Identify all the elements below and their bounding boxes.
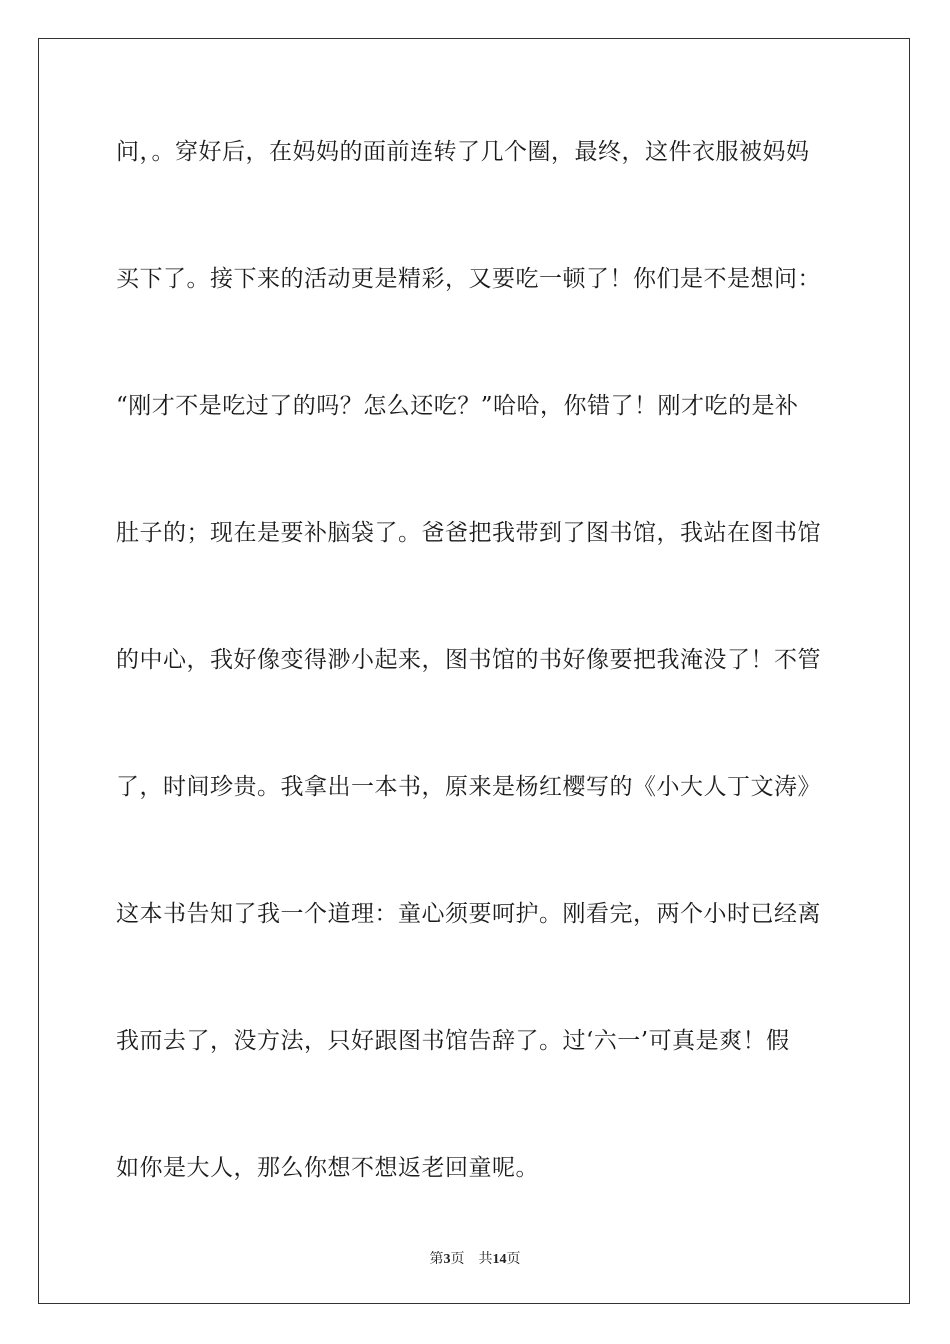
page-footer [0,1248,950,1268]
text-line: 的中心，我好像变得渺小起来，图书馆的书好像要把我淹没了！不管 [116,647,821,673]
page-number: 3 [443,1252,451,1267]
text-line: 我而去了，没方法，只好跟图书馆告辞了。过‘六一’可真是爽！假 [116,1028,790,1054]
text-line: 这本书告知了我一个道理：童心须要呵护。刚看完，两个小时已经离 [116,901,821,927]
document-body [116,130,836,1273]
text-line: “刚才不是吃过了的吗？怎么还吃？”哈哈，你错了！刚才吃的是补 [116,393,799,419]
text-line: 买下了。接下来的活动更是精彩，又要吃一顿了！你们是不是想问： [116,266,821,292]
total-pages: 14 [492,1252,507,1267]
text-line: 如你是大人，那么你想不想返老回童呢。 [116,1155,539,1181]
total-pages-prefix: 共 [478,1251,493,1267]
total-pages-suffix: 页 [506,1251,521,1267]
text-line: 了，时间珍贵。我拿出一本书，原来是杨红樱写的《小大人丁文涛》 [116,774,821,800]
page-number-suffix: 页 [450,1251,465,1267]
text-line: 肚子的；现在是要补脑袋了。爸爸把我带到了图书馆，我站在图书馆 [116,520,821,546]
text-line: 问，。穿好后，在妈妈的面前连转了几个圈，最终，这件衣服被妈妈 [116,139,810,165]
page-number-prefix: 第 [429,1251,444,1267]
